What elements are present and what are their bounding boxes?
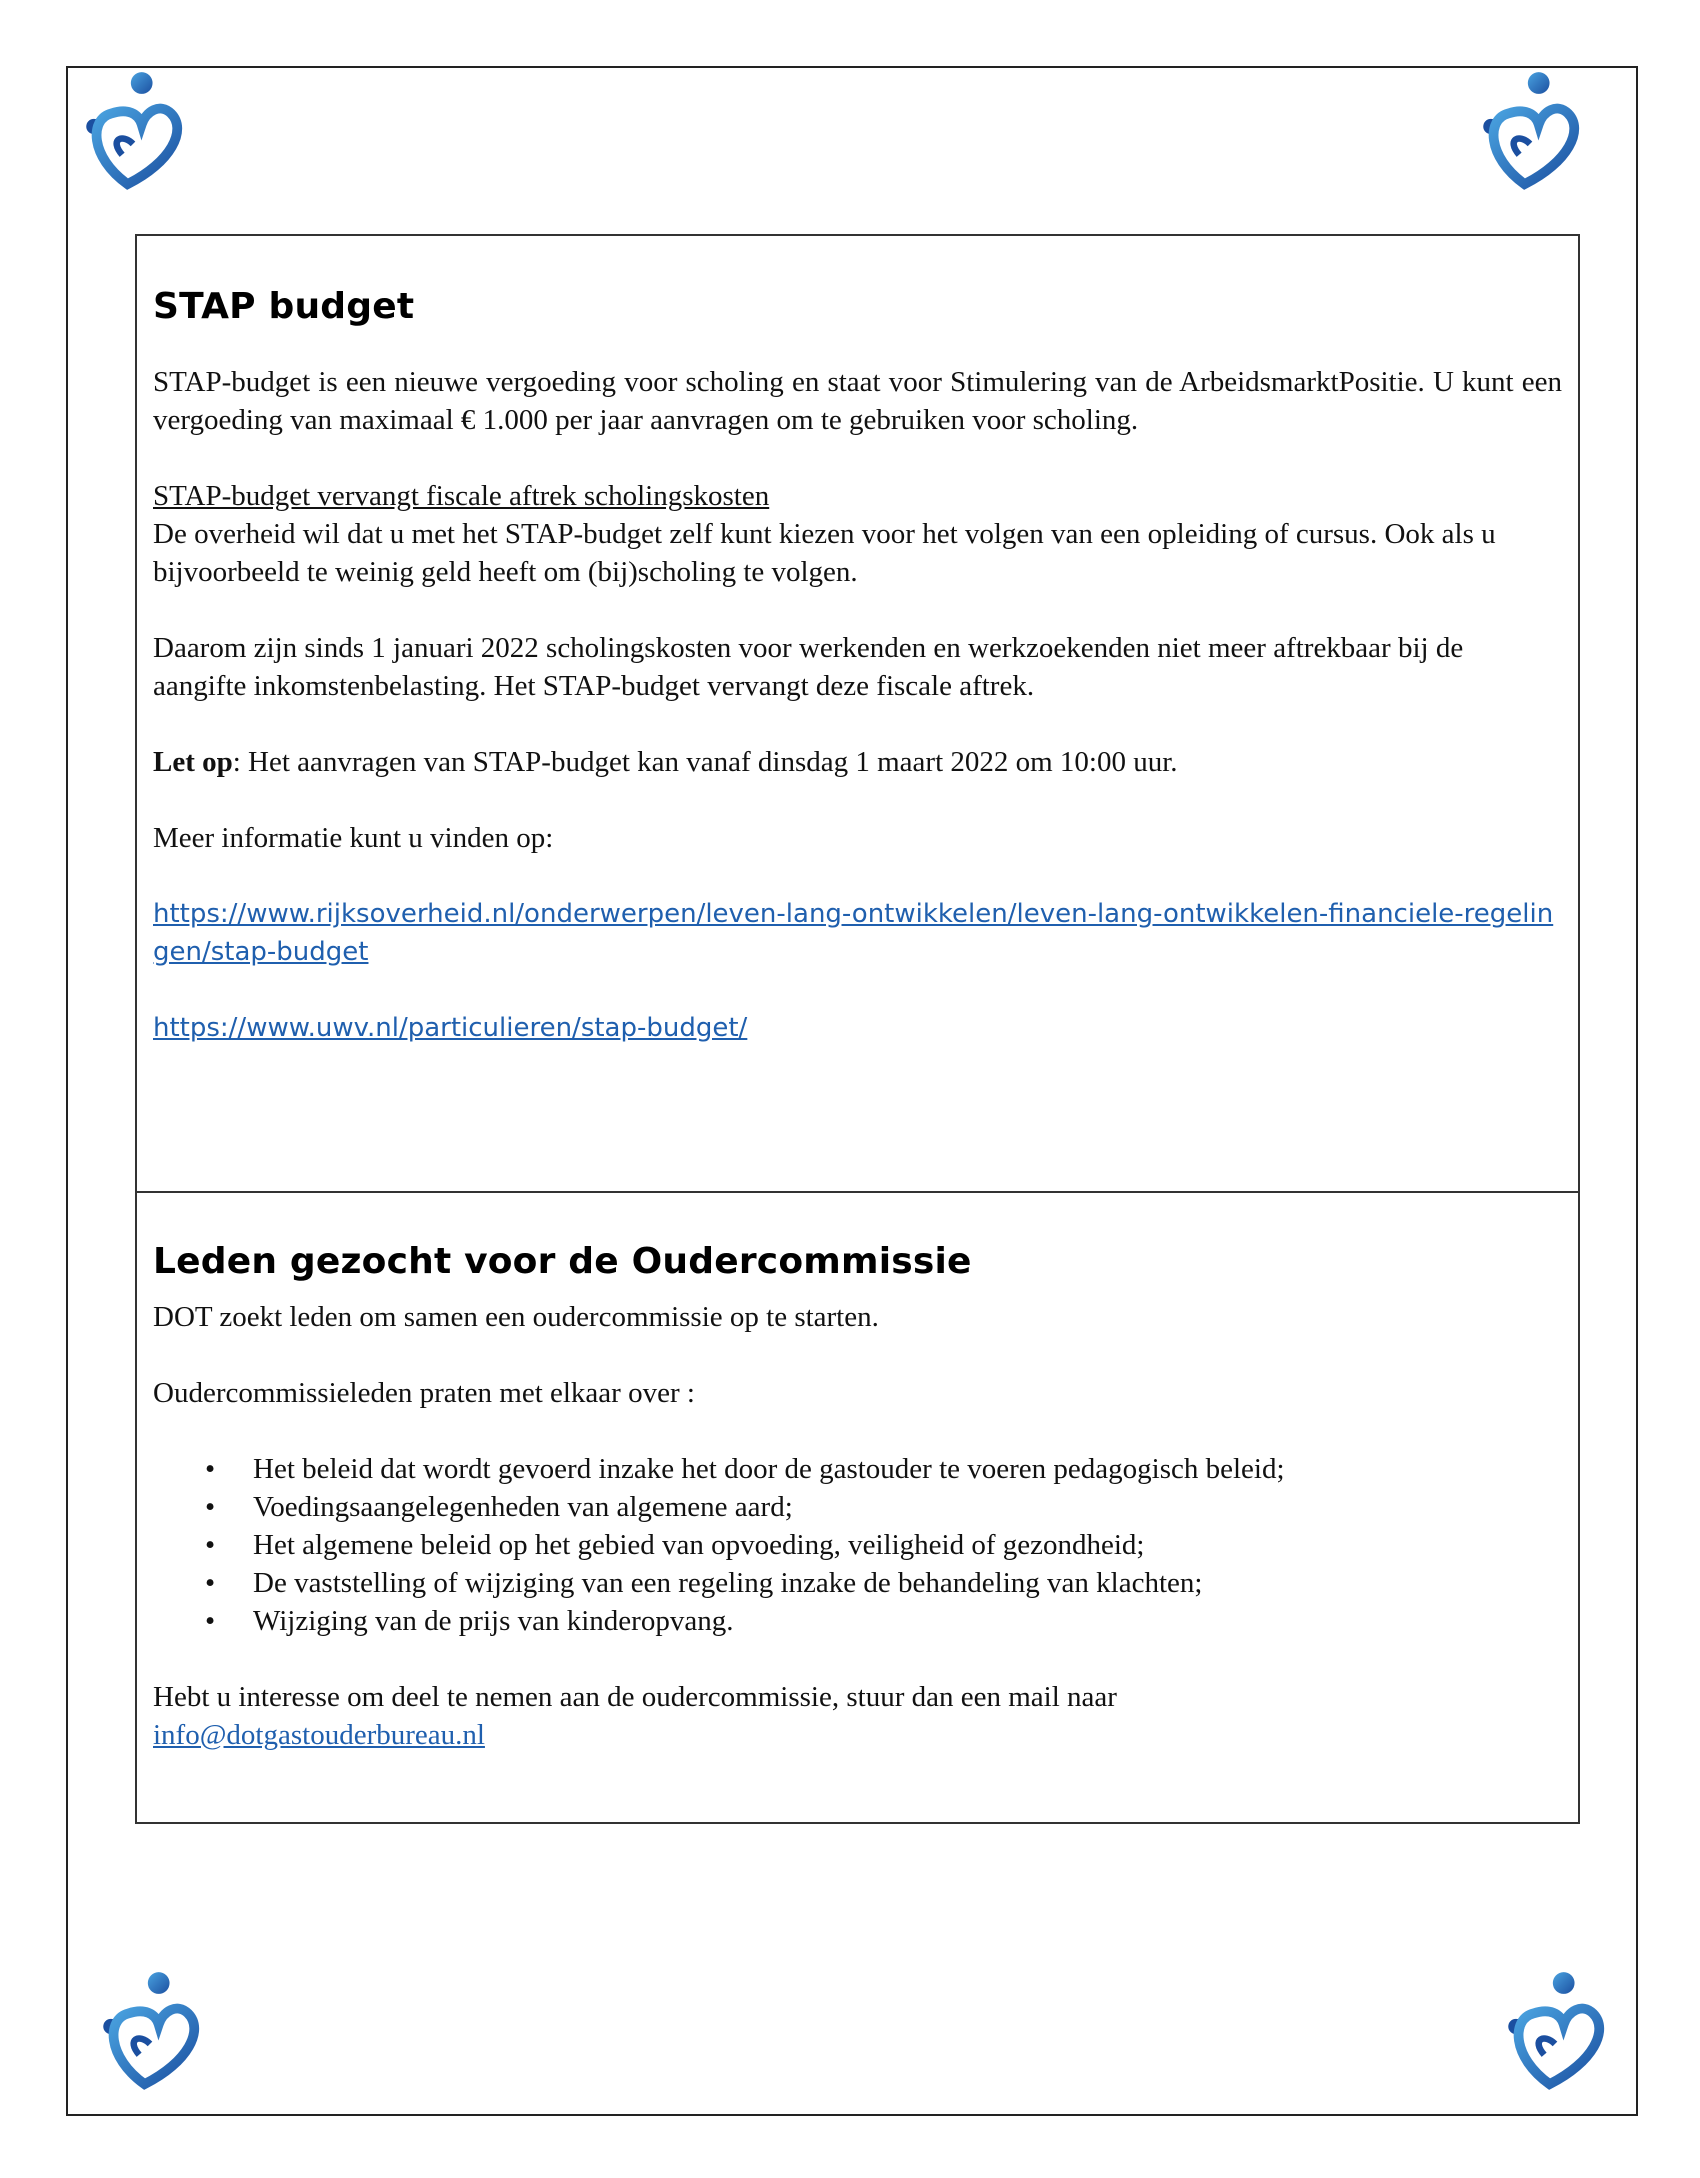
stap-paragraph-2: De overheid wil dat u met het STAP-budget zelf kunt kiezen voor het volgen van een opleiding of cursus. Ook als u bijvoorbeeld te weinig geld heeft om (bij)scholing te volgen. [153,518,1496,588]
stap-subheading: STAP-budget vervangt fiscale aftrek scholingskosten [153,480,770,512]
oudercommissie-intro: DOT zoekt leden om samen een oudercommissie op te starten. [153,1301,879,1333]
rijksoverheid-link[interactable]: https://www.rijksoverheid.nl/onderwerpen/leven-lang-ontwikkelen/leven-lang-ontwikkelen-financiele-regelingen/stap-budget [153,899,1554,967]
stap-note [153,743,1562,781]
stap-subsection [153,477,1562,591]
more-info-text: Meer informatie kunt u vinden op: [153,822,554,854]
closing-text: Hebt u interesse om deel te nemen aan de oudercommissie, stuur dan een mail naar [153,1681,1117,1713]
bullet-icon: • [205,1605,216,1637]
email-link[interactable]: info@dotgastouderbureau.nl [153,1719,485,1751]
section-title-stap: STAP budget [153,286,415,327]
bullet-icon: • [205,1453,216,1485]
list-intro: Oudercommissieleden praten met elkaar over : [153,1377,695,1409]
content-box [135,234,1580,1824]
bullet-icon: • [205,1567,216,1599]
list-item [153,1488,1562,1526]
logo-icon-top-left [78,70,188,195]
stap-paragraph-3: Daarom zijn sinds 1 januari 2022 scholingskosten voor werkenden en werkzoekenden niet meer aftrekbaar bij de aangifte inkomstenbelasting. Het STAP-budget vervangt deze fiscale aftrek. [153,632,1464,702]
section-title-oudercommissie: Leden gezocht voor de Oudercommissie [153,1241,972,1282]
list-item-text: Het beleid dat wordt gevoerd inzake het door de gastouder te voeren pedagogisch beleid; [253,1453,1285,1485]
stap-budget-section [153,286,1562,1047]
section-divider [137,1191,1578,1193]
list-item [153,1602,1562,1640]
logo-icon-bottom-left [95,1970,205,2095]
oudercommissie-section [153,1241,1562,1792]
topics-list [153,1450,1562,1640]
bullet-icon: • [205,1529,216,1561]
note-label: Let op [153,746,233,778]
logo-icon-bottom-right [1500,1970,1610,2095]
uwv-link[interactable]: https://www.uwv.nl/particulieren/stap-budget/ [153,1013,748,1043]
note-text: : Het aanvragen van STAP-budget kan vanaf dinsdag 1 maart 2022 om 10:00 uur. [232,746,1178,778]
bullet-icon: • [205,1491,216,1523]
list-item [153,1450,1562,1488]
list-item-text: Voedingsaangelegenheden van algemene aard; [253,1491,793,1523]
list-item [153,1526,1562,1564]
closing-paragraph [153,1678,1562,1754]
list-item-text: De vaststelling of wijziging van een regeling inzake de behandeling van klachten; [253,1567,1203,1599]
stap-intro: STAP-budget is een nieuwe vergoeding voor scholing en staat voor Stimulering van de ArbeidsmarktPositie. U kunt een vergoeding van maximaal € 1.000 per jaar aanvragen om te gebruiken voor scholing. [153,366,1562,436]
list-item-text: Wijziging van de prijs van kinderopvang. [253,1605,734,1637]
logo-icon-top-right [1475,70,1585,195]
list-item-text: Het algemene beleid op het gebied van opvoeding, veiligheid of gezondheid; [253,1529,1145,1561]
list-item [153,1564,1562,1602]
